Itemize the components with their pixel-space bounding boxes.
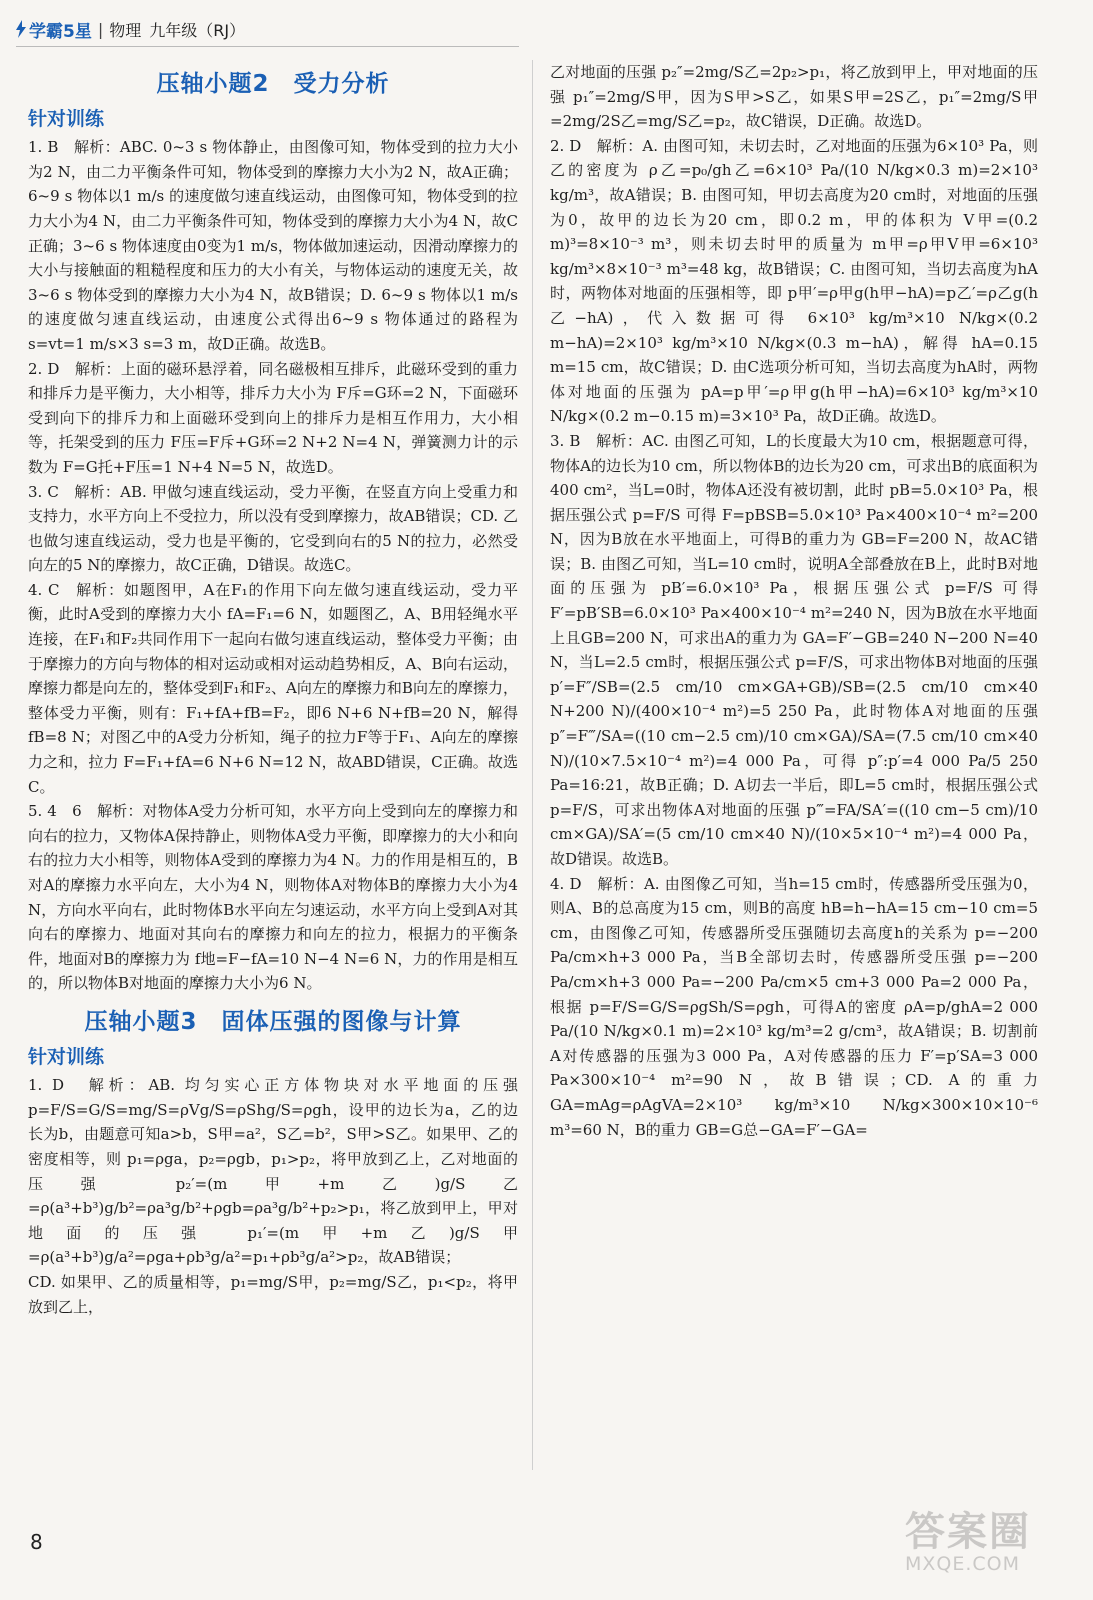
answer-paragraph: 4. C 解析：如题图甲，A在F₁的作用下向左做匀速直线运动，受力平衡，此时A受到的摩擦力大小 fA=F₁=6 N，如题图乙，A、B用轻绳水平连接，在F₁和F₂共同作用下一起向右做匀速直线运动，整体受力平衡；由于摩擦力的方向与物体的相对运动或相对运动趋势相反，A、B向右运动，摩擦力都是向左的，整体受到F₁和F₂、A向左的摩擦力和B向左的摩擦力，整体受力平衡，则有：F₁+fA+fB=F₂，即6 N+6 N+fB=20 N，解得 fB=8 N；对图乙中的A受力分析知，绳子的拉力F等于F₁、A向左的摩擦力之和，拉力 F=F₁+fA=6 N+6 N=12 N，故ABD错误，C正确。故选C。 xyxy=(28,580,518,796)
watermark xyxy=(905,1500,1075,1595)
answer-paragraph: 4. D 解析：A. 由图像乙可知，当h=15 cm时，传感器所受压强为0，则A、B的总高度为15 cm，则B的高度 hB=h−hA=15 cm−10 cm=5 cm，由图像乙可知，传感器所受压强随切去高度h的关系为 p=−200 Pa/cm×h+3 000 Pa，当B全部切去时，传感器所受压强 p=−200 Pa/cm×h+3 000 Pa=−200 Pa/cm×5 cm+3 000 Pa=2 000 Pa，根据 p=F/S=G/S=ρgSh/S=ρgh，可得A的密度 ρA=p/ghA=2 000 Pa/(10 N/kg×0.1 m)=2×10³ kg/m³=2 g/cm³，故A错误；B. 切割前A对传感器的压强为3 000 Pa，A对传感器的压力 F′=p′SA=3 000 Pa×300×10⁻⁴ m²=90 N，故B错误；CD. A的重力 GA=mAg=ρAgVA=2×10³ kg/m³×10 N/kg×300×10×10⁻⁶ m³=60 N，B的重力 GB=G总−GA=F′−GA= xyxy=(550,874,1038,1139)
left-column xyxy=(28,60,518,1319)
answer-paragraph: 1. D 解析：AB. 均匀实心正方体物块对水平地面的压强 p=F/S=G/S=mg/S=ρVg/S=ρShg/S=ρgh，设甲的边长为a，乙的边长为b，由题意可知a>b，S甲=a²，S乙=b²，S甲>S乙。如果甲、乙的密度相等，则 p₁=ρga，p₂=ρgb，p₁>p₂，将甲放到乙上，乙对地面的压强 p₂′=(m甲+m乙)g/S乙=ρ(a³+b³)g/b²=ρa³g/b²+ρgb=ρa³g/b²+p₂>p₁，将乙放到甲上，甲对地面的压强 p₁′=(m甲+m乙)g/S甲=ρ(a³+b³)g/a²=ρga+ρb³g/a²=p₁+ρb³g/a²>p₂，故AB错误； xyxy=(28,1076,518,1267)
answer-paragraph: 2. D 解析：A. 由图可知，未切去时，乙对地面的压强为6×10³ Pa，则乙的密度为 ρ乙=p₀/gh乙=6×10³ Pa/(10 N/kg×0.3 m)=2×10³ kg/m³，故A错误；B. 由图可知，甲切去高度为20 cm时，对地面的压强为0，故甲的边长为20 cm，即0.2 m，甲的体积为 V甲=(0.2 m)³=8×10⁻³ m³，则未切去时甲的质量为 m甲=ρ甲V甲=6×10³ kg/m³×8×10⁻³ m³=48 kg，故B错误；C. 由图可知，当切去高度为hA时，两物体对地面的压强相等，即 p甲′=ρ甲g(h甲−hA)=p乙′=ρ乙g(h乙−hA)，代入数据可得 6×10³ kg/m³×10 N/kg×(0.2 m−hA)=2×10³ kg/m³×10 N/kg×(0.3 m−hA)，解得 hA=0.15 m=15 cm，故C错误；D. 由C选项分析可知，当切去高度为hA时，两物体对地面的压强为 pA=p甲′=ρ甲g(h甲−hA)=6×10³ kg/m³×10 N/kg×(0.2 m−0.15 m)=3×10³ Pa，故D正确。故选D。 xyxy=(550,136,1038,426)
section-subtitle-3: 针对训练 xyxy=(28,1045,105,1068)
grade-label: 九年级（RJ） xyxy=(149,20,246,40)
subject-label: 物理 xyxy=(109,20,142,40)
answer-paragraph: 1. B 解析：ABC. 0~3 s 物体静止，由图像可知，物体受到的拉力大小为2 N，由二力平衡条件可知，物体受到的摩擦力大小为2 N，故A正确；6~9 s 物体以1 m/s 的速度做匀速直线运动，由图像可知，物体受到的拉力大小为4 N，由二力平衡条件可知，物体受到的摩擦力大小为4 N，故C正确；3~6 s 物体速度由0变为1 m/s，物体做加速运动，因滑动摩擦力的大小与接触面的粗糙程度和压力的大小有关，与物体运动的速度无关，故3~6 s 物体受到的摩擦力大小为4 N，故B错误；D. 6~9 s 物体以1 m/s 的速度做匀速直线运动，由速度公式得出6~9 s 物体通过的路程为s=vt=1 m/s×3 s=3 m，故D正确。故选B。 xyxy=(28,138,518,353)
answer-paragraph: 5. 4 6 解析：对物体A受力分析可知，水平方向上受到向左的摩擦力和向右的拉力，又物体A保持静止，则物体A受力平衡，即摩擦力的大小和向右的拉力大小相等，则物体A受到的摩擦力为4 N。力的作用是相互的，B对A的摩擦力水平向左，大小为4 N，则物体A对物体B的摩擦力大小为4 N，方向水平向右，此时物体B水平向左匀速运动，水平方向上受到A对其向右的摩擦力、地面对其向右的摩擦力和向左的拉力，根据力的平衡条件，地面对B的摩擦力为 f地=F−fA=10 N−4 N=6 N，力的作用是相互的，所以物体B对地面的摩擦力大小为6 N。 xyxy=(28,802,518,993)
section-title-2: 压轴小题2 受力分析 xyxy=(156,71,390,97)
watermark-text: 答案圈 xyxy=(905,1509,1031,1555)
column-divider xyxy=(532,60,533,1470)
header-divider xyxy=(16,46,519,47)
answer-paragraph: 乙对地面的压强 p₂″=2mg/S乙=2p₂>p₁，将乙放到甲上，甲对地面的压强 p₁″=2mg/S甲，因为S甲>S乙，如果S甲=2S乙，p₁″=2mg/S甲=2mg/2S乙=mg/S乙=p₂，故C错误，D正确。故选D。 xyxy=(550,63,1038,131)
answer-paragraph: 3. B 解析：AC. 由图乙可知，L的长度最大为10 cm，根据题意可得，物体A的边长为10 cm，所以物体B的边长为20 cm，可求出B的底面积为400 cm²，当L=0时，物体A还没有被切割，此时 pB=5.0×10³ Pa，根据压强公式 p=F/S 可得 F=pBSB=5.0×10³ Pa×400×10⁻⁴ m²=200 N，因为B放在水平地面上，可得B的重力为 GB=F=200 N，故AC错误；B. 由图乙可知，当L=10 cm时，说明A全部叠放在B上，此时B对地面的压强为 pB′=6.0×10³ Pa，根据压强公式 p=F/S 可得 F′=pB′SB=6.0×10³ Pa×400×10⁻⁴ m²=240 N，因为B放在水平地面上且GB=200 N，可求出A的重力为 GA=F′−GB=240 N−200 N=40 N，当L=2.5 cm时，根据压强公式 p=F/S，可求出物体B对地面的压强 p′=F″/SB=(2.5 cm/10 cm×GA+GB)/SB=(2.5 cm/10 cm×40 N+200 N)/(400×10⁻⁴ m²)=5 250 Pa，此时物体A对地面的压强 p″=F‴/SA=((10 cm−2.5 cm)/10 cm×GA)/SA=(7.5 cm/10 cm×40 N)/(10×7.5×10⁻⁴ m²)=4 000 Pa，可得 p″:p′=4 000 Pa/5 250 Pa=16:21，故B正确；D. A切去一半后，即L=5 cm时，根据压强公式 p=F/S，可求出物体A对地面的压强 p‴=FA/SA′=((10 cm−5 cm)/10 cm×GA)/SA′=(5 cm/10 cm×40 N)/(10×5×10⁻⁴ m²)=4 000 Pa，故D错误。故选B。 xyxy=(550,431,1038,868)
page-number: 8 xyxy=(30,1530,43,1554)
answer-paragraph: CD. 如果甲、乙的质量相等，p₁=mg/S甲，p₂=mg/S乙，p₁<p₂，将甲放到乙上， xyxy=(28,1272,518,1316)
watermark-url: MXQE.COM xyxy=(905,1553,1021,1575)
section-title-3: 压轴小题3 固体压强的图像与计算 xyxy=(84,1008,462,1035)
page-header: 学霸5星 | 物理 九年级（RJ） xyxy=(16,14,245,44)
section-subtitle-2: 针对训练 xyxy=(28,107,105,130)
right-column xyxy=(550,60,1038,1142)
answer-paragraph: 2. D 解析：上面的磁环悬浮着，同名磁极相互排斥，此磁环受到的重力和排斥力是平衡力，大小相等，排斥力大小为 F斥=G环=2 N，下面磁环受到向下的排斥力和上面磁环受到向上的排斥力是相互作用力，大小相等，托架受到的压力 F压=F斥+G环=2 N+2 N=4 N，弹簧测力计的示数为 F=G托+F压=1 N+4 N=5 N，故选D。 xyxy=(28,359,518,476)
brand-logo xyxy=(16,17,92,42)
bolt-icon xyxy=(16,20,26,38)
answer-paragraph: 3. C 解析：AB. 甲做匀速直线运动，受力平衡，在竖直方向上受重力和支持力，水平方向上不受拉力，所以没有受到摩擦力，故AB错误；CD. 乙也做匀速直线运动，受力也是平衡的，它受到向右的5 N的拉力，必然受向左的5 N的摩擦力，故C正确，D错误。故选C。 xyxy=(28,482,518,575)
brand-name: 学霸5星 xyxy=(29,21,92,42)
